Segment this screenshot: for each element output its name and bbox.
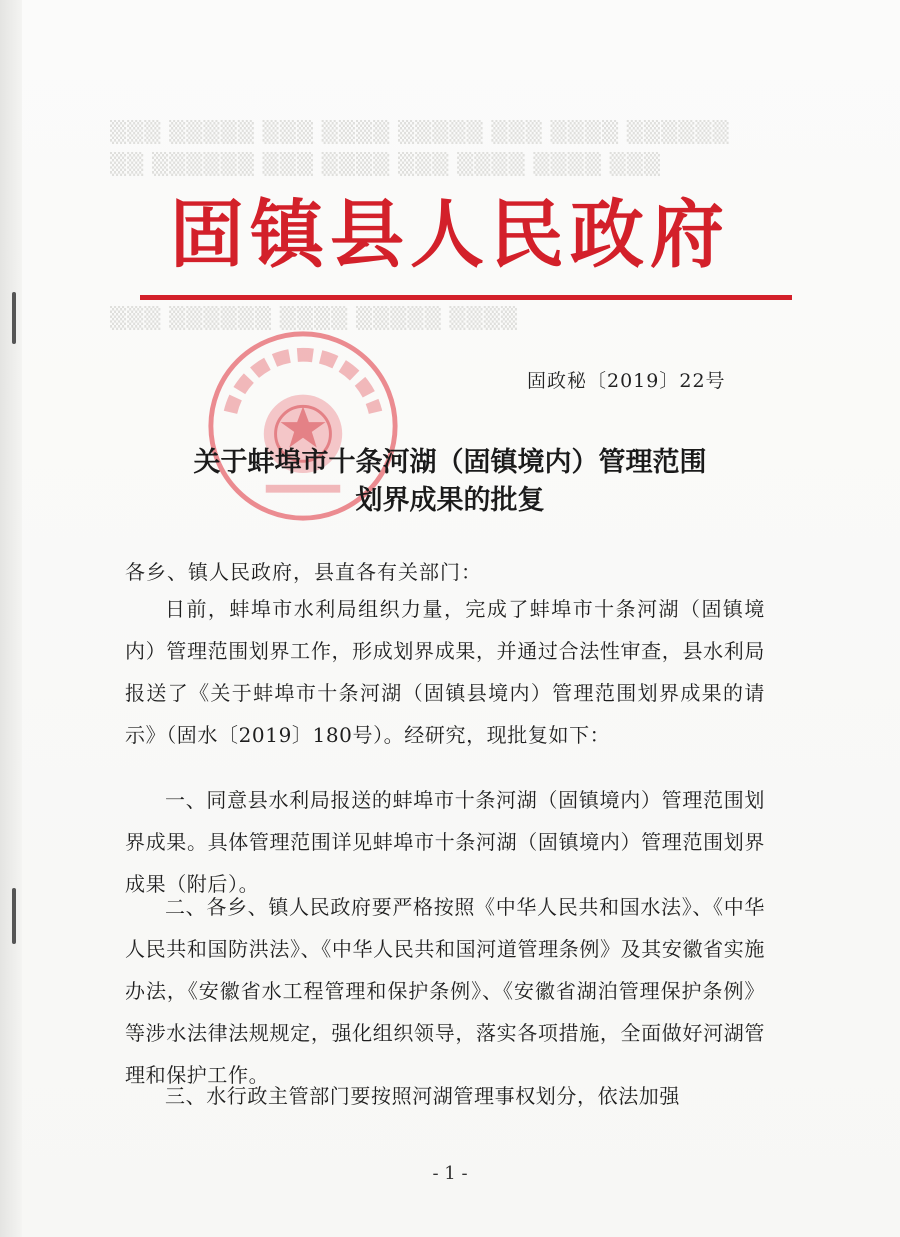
document-number: 固政秘〔2019〕22号 bbox=[527, 370, 726, 392]
document-title bbox=[100, 444, 800, 520]
bleed-through-texture: ▒▒ ▒▒▒▒▒▒ ▒▒▒ ▒▒▒▒ ▒▒▒ ▒▒▒▒ ▒▒▒▒ ▒▒▒ bbox=[110, 152, 662, 176]
bleed-through-texture: ▒▒▒ ▒▒▒▒▒▒ ▒▒▒▒ ▒▒▒▒▒ ▒▒▒▒ bbox=[110, 306, 518, 330]
bleed-through-texture: ▒▒▒ ▒▒▒▒▒ ▒▒▒ ▒▒▒▒ ▒▒▒▒▒ ▒▒▒ ▒▒▒▒ ▒▒▒▒▒▒ bbox=[110, 120, 730, 144]
red-separator-line bbox=[140, 295, 792, 300]
page-number: - 1 - bbox=[432, 1163, 468, 1184]
issuer-heading: 固镇县人民政府 bbox=[170, 192, 730, 278]
body-paragraph: 三、水行政主管部门要按照河湖管理事权划分，依法加强 bbox=[165, 1084, 680, 1108]
title-line: 关于蚌埠市十条河湖（固镇境内）管理范围 bbox=[193, 447, 707, 478]
title-line: 划界成果的批复 bbox=[355, 485, 545, 516]
body-paragraph: 一、同意县水利局报送的蚌埠市十条河湖（固镇境内）管理范围划界成果。具体管理范围详见蚌埠市十条河湖（固镇境内）管理范围划界成果（附后）。 bbox=[125, 788, 765, 896]
body-paragraph: 日前，蚌埠市水利局组织力量，完成了蚌埠市十条河湖（固镇境内）管理范围划界工作，形成划界成果，并通过合法性审查，县水利局报送了《关于蚌埠市十条河湖（固镇县境内）管理范围划界成果的请示》（固水〔2019〕180号）。经研究，现批复如下： bbox=[125, 597, 765, 747]
binder-clip-top bbox=[12, 292, 16, 344]
body-paragraph: 二、各乡、镇人民政府要严格按照《中华人民共和国水法》、《中华人民共和国防洪法》、《中华人民共和国河道管理条例》及其安徽省实施办法，《安徽省水工程管理和保护条例》、《安徽省湖泊管理保护条例》等涉水法律法规规定，强化组织领导，落实各项措施，全面做好河湖管理和保护工作。 bbox=[125, 895, 765, 1087]
binder-clip-bottom bbox=[12, 888, 16, 944]
salutation: 各乡、镇人民政府，县直各有关部门： bbox=[125, 560, 482, 584]
